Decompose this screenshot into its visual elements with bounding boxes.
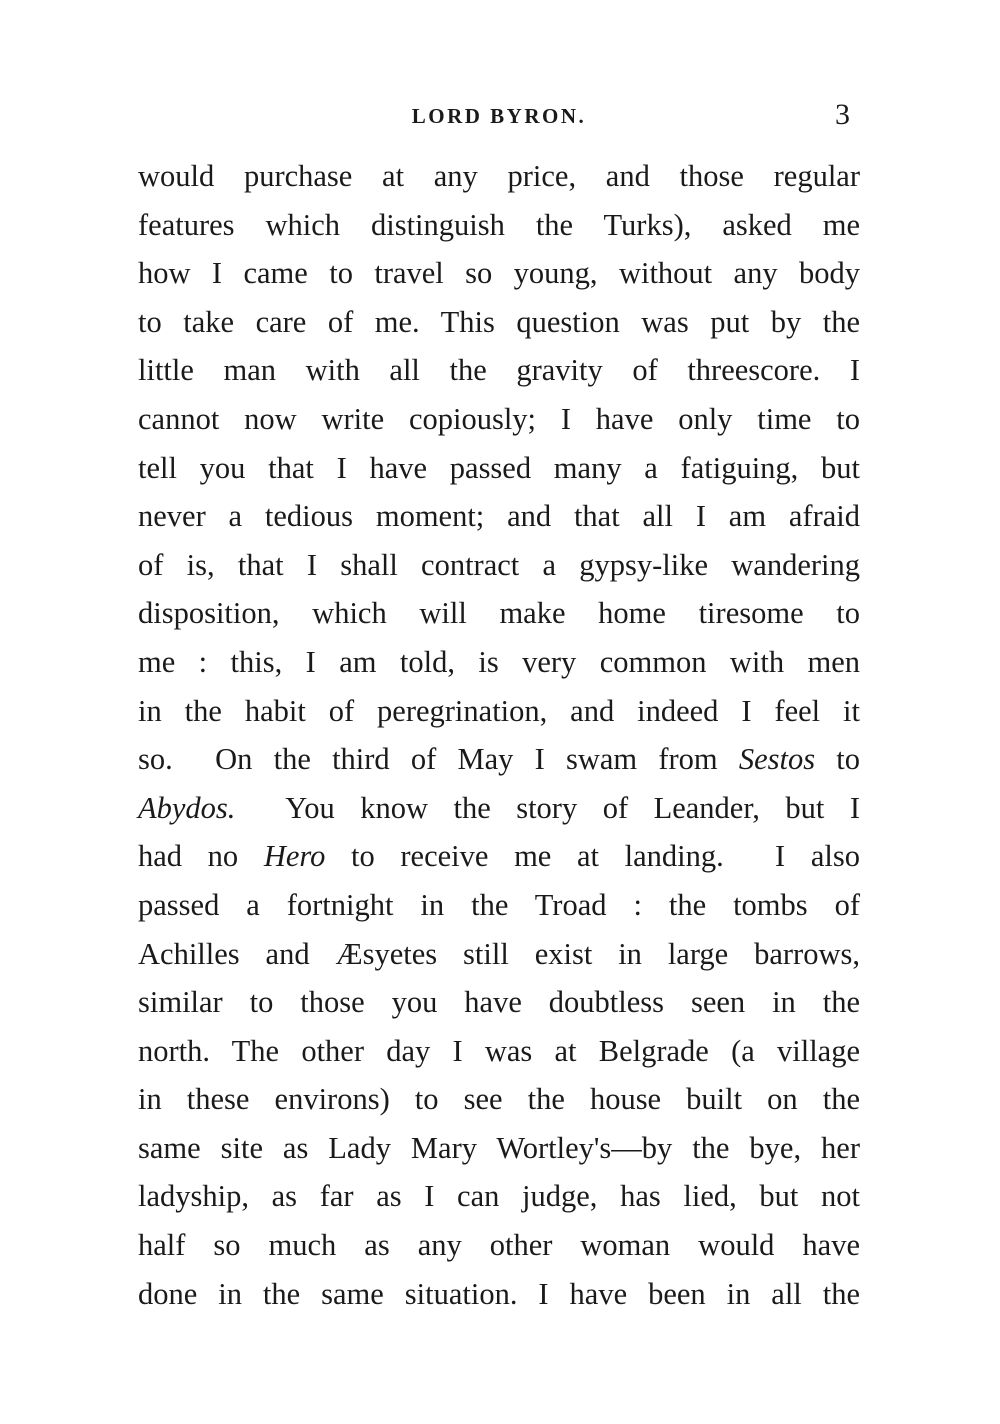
text-line: similar to those you have doubtless seen in the bbox=[138, 985, 860, 1020]
text-line: of is, that I shall contract a gypsy-like wandering bbox=[138, 547, 860, 582]
text-line: in the habit of peregrination, and indeed I feel it bbox=[138, 693, 860, 728]
text-line: Achilles and Æsyetes still exist in large barrows, bbox=[138, 936, 860, 971]
page-number: 3 bbox=[835, 98, 850, 131]
text-line: disposition, which will make home tiresome to bbox=[138, 596, 860, 631]
italic-place-name: Sestos bbox=[738, 742, 816, 777]
text-line bbox=[138, 832, 860, 881]
text-line: would purchase at any price, and those regular bbox=[138, 159, 860, 193]
text-line: passed a fortnight in the Troad : the tombs of bbox=[138, 887, 860, 922]
text-segment: to receive me at landing. I also bbox=[325, 839, 860, 874]
text-line: half so much as any other woman would have bbox=[138, 1228, 860, 1263]
text-line: me : this, I am told, is very common with men bbox=[138, 644, 860, 679]
text-line: in these environs) to see the house built on the bbox=[138, 1082, 860, 1117]
text-segment: had no bbox=[138, 839, 264, 874]
running-header bbox=[138, 98, 860, 138]
text-line: done in the same situation. I have been in all the bbox=[138, 1276, 860, 1311]
text-line: ladyship, as far as I can judge, has lied, but not bbox=[138, 1179, 860, 1214]
text-line: how I came to travel so young, without any body bbox=[138, 256, 860, 291]
text-line bbox=[138, 784, 860, 833]
text-line: north. The other day I was at Belgrade (a village bbox=[138, 1033, 860, 1068]
text-line: features which distinguish the Turks), asked me bbox=[138, 207, 860, 242]
text-line: never a tedious moment; and that all I am afraid bbox=[138, 499, 860, 534]
text-line: little man with all the gravity of threescore. I bbox=[138, 353, 860, 388]
text-line bbox=[138, 735, 860, 784]
text-segment: You know the story of Leander, but I bbox=[235, 790, 860, 825]
running-title: LORD BYRON. bbox=[411, 104, 587, 128]
text-line: to take care of me. This question was put by the bbox=[138, 304, 860, 339]
text-line: cannot now write copiously; I have only time to bbox=[138, 401, 860, 436]
body-text bbox=[138, 152, 860, 1318]
text-line: tell you that I have passed many a fatiguing, but bbox=[138, 450, 860, 485]
italic-name: Hero bbox=[263, 839, 326, 874]
italic-place-name: Abydos. bbox=[138, 790, 236, 825]
text-line: same site as Lady Mary Wortley's—by the bye, her bbox=[138, 1130, 860, 1165]
text-segment: so. On the third of May I swam from bbox=[138, 742, 739, 777]
text-segment: to bbox=[815, 742, 860, 777]
